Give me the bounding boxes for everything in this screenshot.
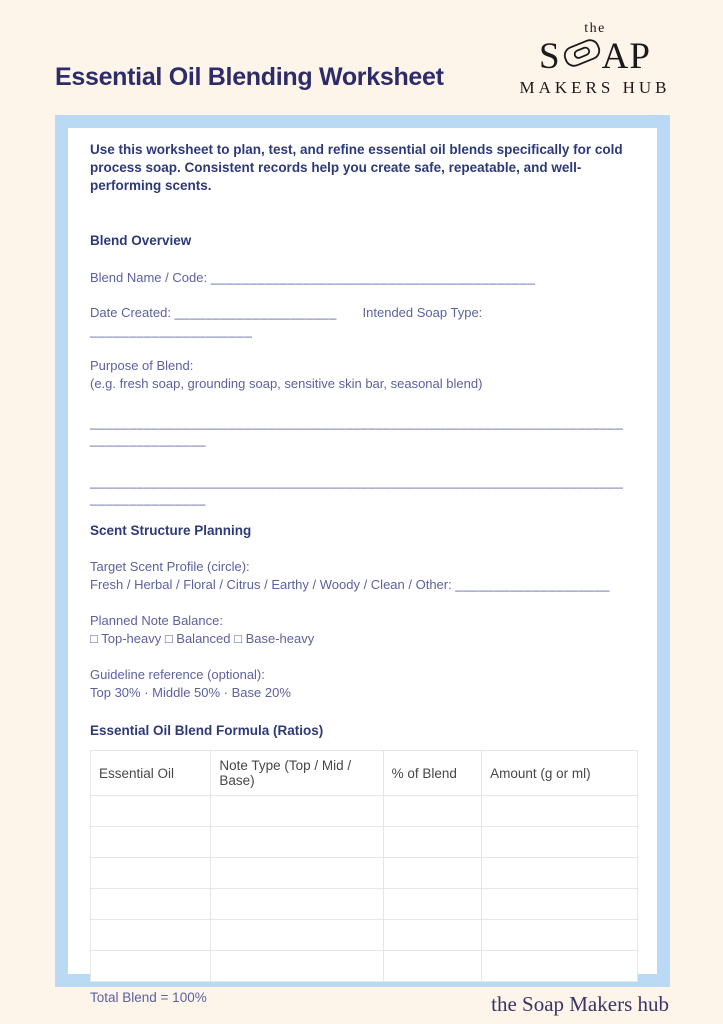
- date-soap-type-line: [90, 304, 629, 340]
- logo-word-the: the: [584, 21, 606, 36]
- blend-overview-heading: Blend Overview: [90, 233, 192, 248]
- intended-soap-type-label: Intended Soap Type:: [362, 305, 483, 320]
- profile-other-blank: ____________________: [455, 577, 610, 592]
- formula-empty-cell: [482, 951, 638, 982]
- purpose-label: Purpose of Blend:: [90, 358, 194, 373]
- formula-empty-cell: [482, 889, 638, 920]
- formula-empty-cell: [383, 858, 481, 889]
- formula-empty-row: [91, 920, 638, 951]
- blend-name-blank: __________________________________________: [210, 270, 536, 285]
- purpose-block: [90, 357, 629, 393]
- blend-name-line: [90, 269, 629, 287]
- formula-empty-cell: [91, 827, 211, 858]
- guideline-reference-label: Guideline reference (optional):: [90, 667, 265, 682]
- formula-empty-cell: [91, 858, 211, 889]
- column-header-note-type: Note Type (Top / Mid / Base): [211, 751, 383, 796]
- formula-empty-cell: [211, 796, 383, 827]
- formula-empty-cell: [91, 951, 211, 982]
- formula-empty-row: [91, 796, 638, 827]
- page-title: Essential Oil Blending Worksheet: [55, 63, 444, 91]
- formula-empty-row: [91, 951, 638, 982]
- intro-text: Use this worksheet to plan, test, and refine essential oil blends specifically for cold process soap. Consistent records help you create safe, repeatable, and well-performing scents.: [90, 142, 623, 193]
- formula-empty-cell: [482, 796, 638, 827]
- formula-empty-cell: [383, 796, 481, 827]
- formula-empty-cell: [211, 889, 383, 920]
- formula-empty-cell: [482, 858, 638, 889]
- formula-header-row: [91, 751, 638, 796]
- formula-empty-cell: [383, 889, 481, 920]
- logo-soap-ap: AP: [601, 35, 651, 77]
- profile-options-text: Fresh / Herbal / Floral / Citrus / Earthy / Woody / Clean / Other:: [90, 577, 452, 592]
- formula-empty-row: [91, 889, 638, 920]
- intended-soap-type-blank: _____________________: [90, 323, 253, 338]
- guideline-reference-values: Top 30% · Middle 50% · Base 20%: [90, 685, 291, 700]
- formula-table: [90, 750, 638, 982]
- formula-empty-cell: [91, 920, 211, 951]
- column-header-amount: Amount (g or ml): [482, 751, 638, 796]
- formula-table-body: [91, 796, 638, 982]
- purpose-hint: (e.g. fresh soap, grounding soap, sensitive skin bar, seasonal blend): [90, 376, 483, 391]
- planned-note-balance-label: Planned Note Balance:: [90, 613, 223, 628]
- column-header-essential-oil: Essential Oil: [91, 751, 211, 796]
- formula-empty-cell: [482, 827, 638, 858]
- guideline-reference-block: [90, 666, 629, 702]
- logo-word-soap: [515, 36, 675, 77]
- purpose-write-line-2: ____________________________________________________________________________________: [90, 474, 624, 506]
- scent-structure-heading: Scent Structure Planning: [90, 523, 252, 538]
- formula-empty-cell: [383, 827, 481, 858]
- total-blend-note: Total Blend = 100%: [90, 990, 207, 1005]
- formula-empty-row: [91, 858, 638, 889]
- formula-empty-cell: [211, 920, 383, 951]
- target-scent-profile-options: [90, 576, 629, 594]
- formula-empty-cell: [91, 796, 211, 827]
- target-scent-profile-block: [90, 558, 629, 594]
- formula-empty-cell: [211, 951, 383, 982]
- formula-heading: Essential Oil Blend Formula (Ratios): [90, 723, 324, 738]
- logo-word-makers-hub: MAKERS HUB: [519, 78, 671, 97]
- formula-empty-cell: [211, 858, 383, 889]
- formula-table-head: [91, 751, 638, 796]
- logo-soap-s: S: [539, 35, 561, 77]
- date-created-label: Date Created:: [90, 305, 171, 320]
- column-header-percent: % of Blend: [383, 751, 481, 796]
- formula-empty-cell: [91, 889, 211, 920]
- note-balance-checkbox-options: □ Top-heavy □ Balanced □ Base-heavy: [90, 631, 315, 646]
- formula-empty-cell: [383, 951, 481, 982]
- formula-empty-row: [91, 827, 638, 858]
- brand-logo: [515, 22, 675, 98]
- target-scent-profile-label: Target Scent Profile (circle):: [90, 559, 250, 574]
- blend-name-label: Blend Name / Code:: [90, 270, 208, 285]
- formula-empty-cell: [383, 920, 481, 951]
- purpose-write-line-1: ____________________________________________________________________________________: [90, 415, 624, 447]
- formula-empty-cell: [482, 920, 638, 951]
- soap-bar-icon: [563, 36, 601, 77]
- note-balance-block: [90, 612, 629, 648]
- formula-empty-cell: [211, 827, 383, 858]
- date-created-blank: _____________________: [174, 305, 337, 320]
- footer-brand: the Soap Makers hub: [491, 992, 669, 1016]
